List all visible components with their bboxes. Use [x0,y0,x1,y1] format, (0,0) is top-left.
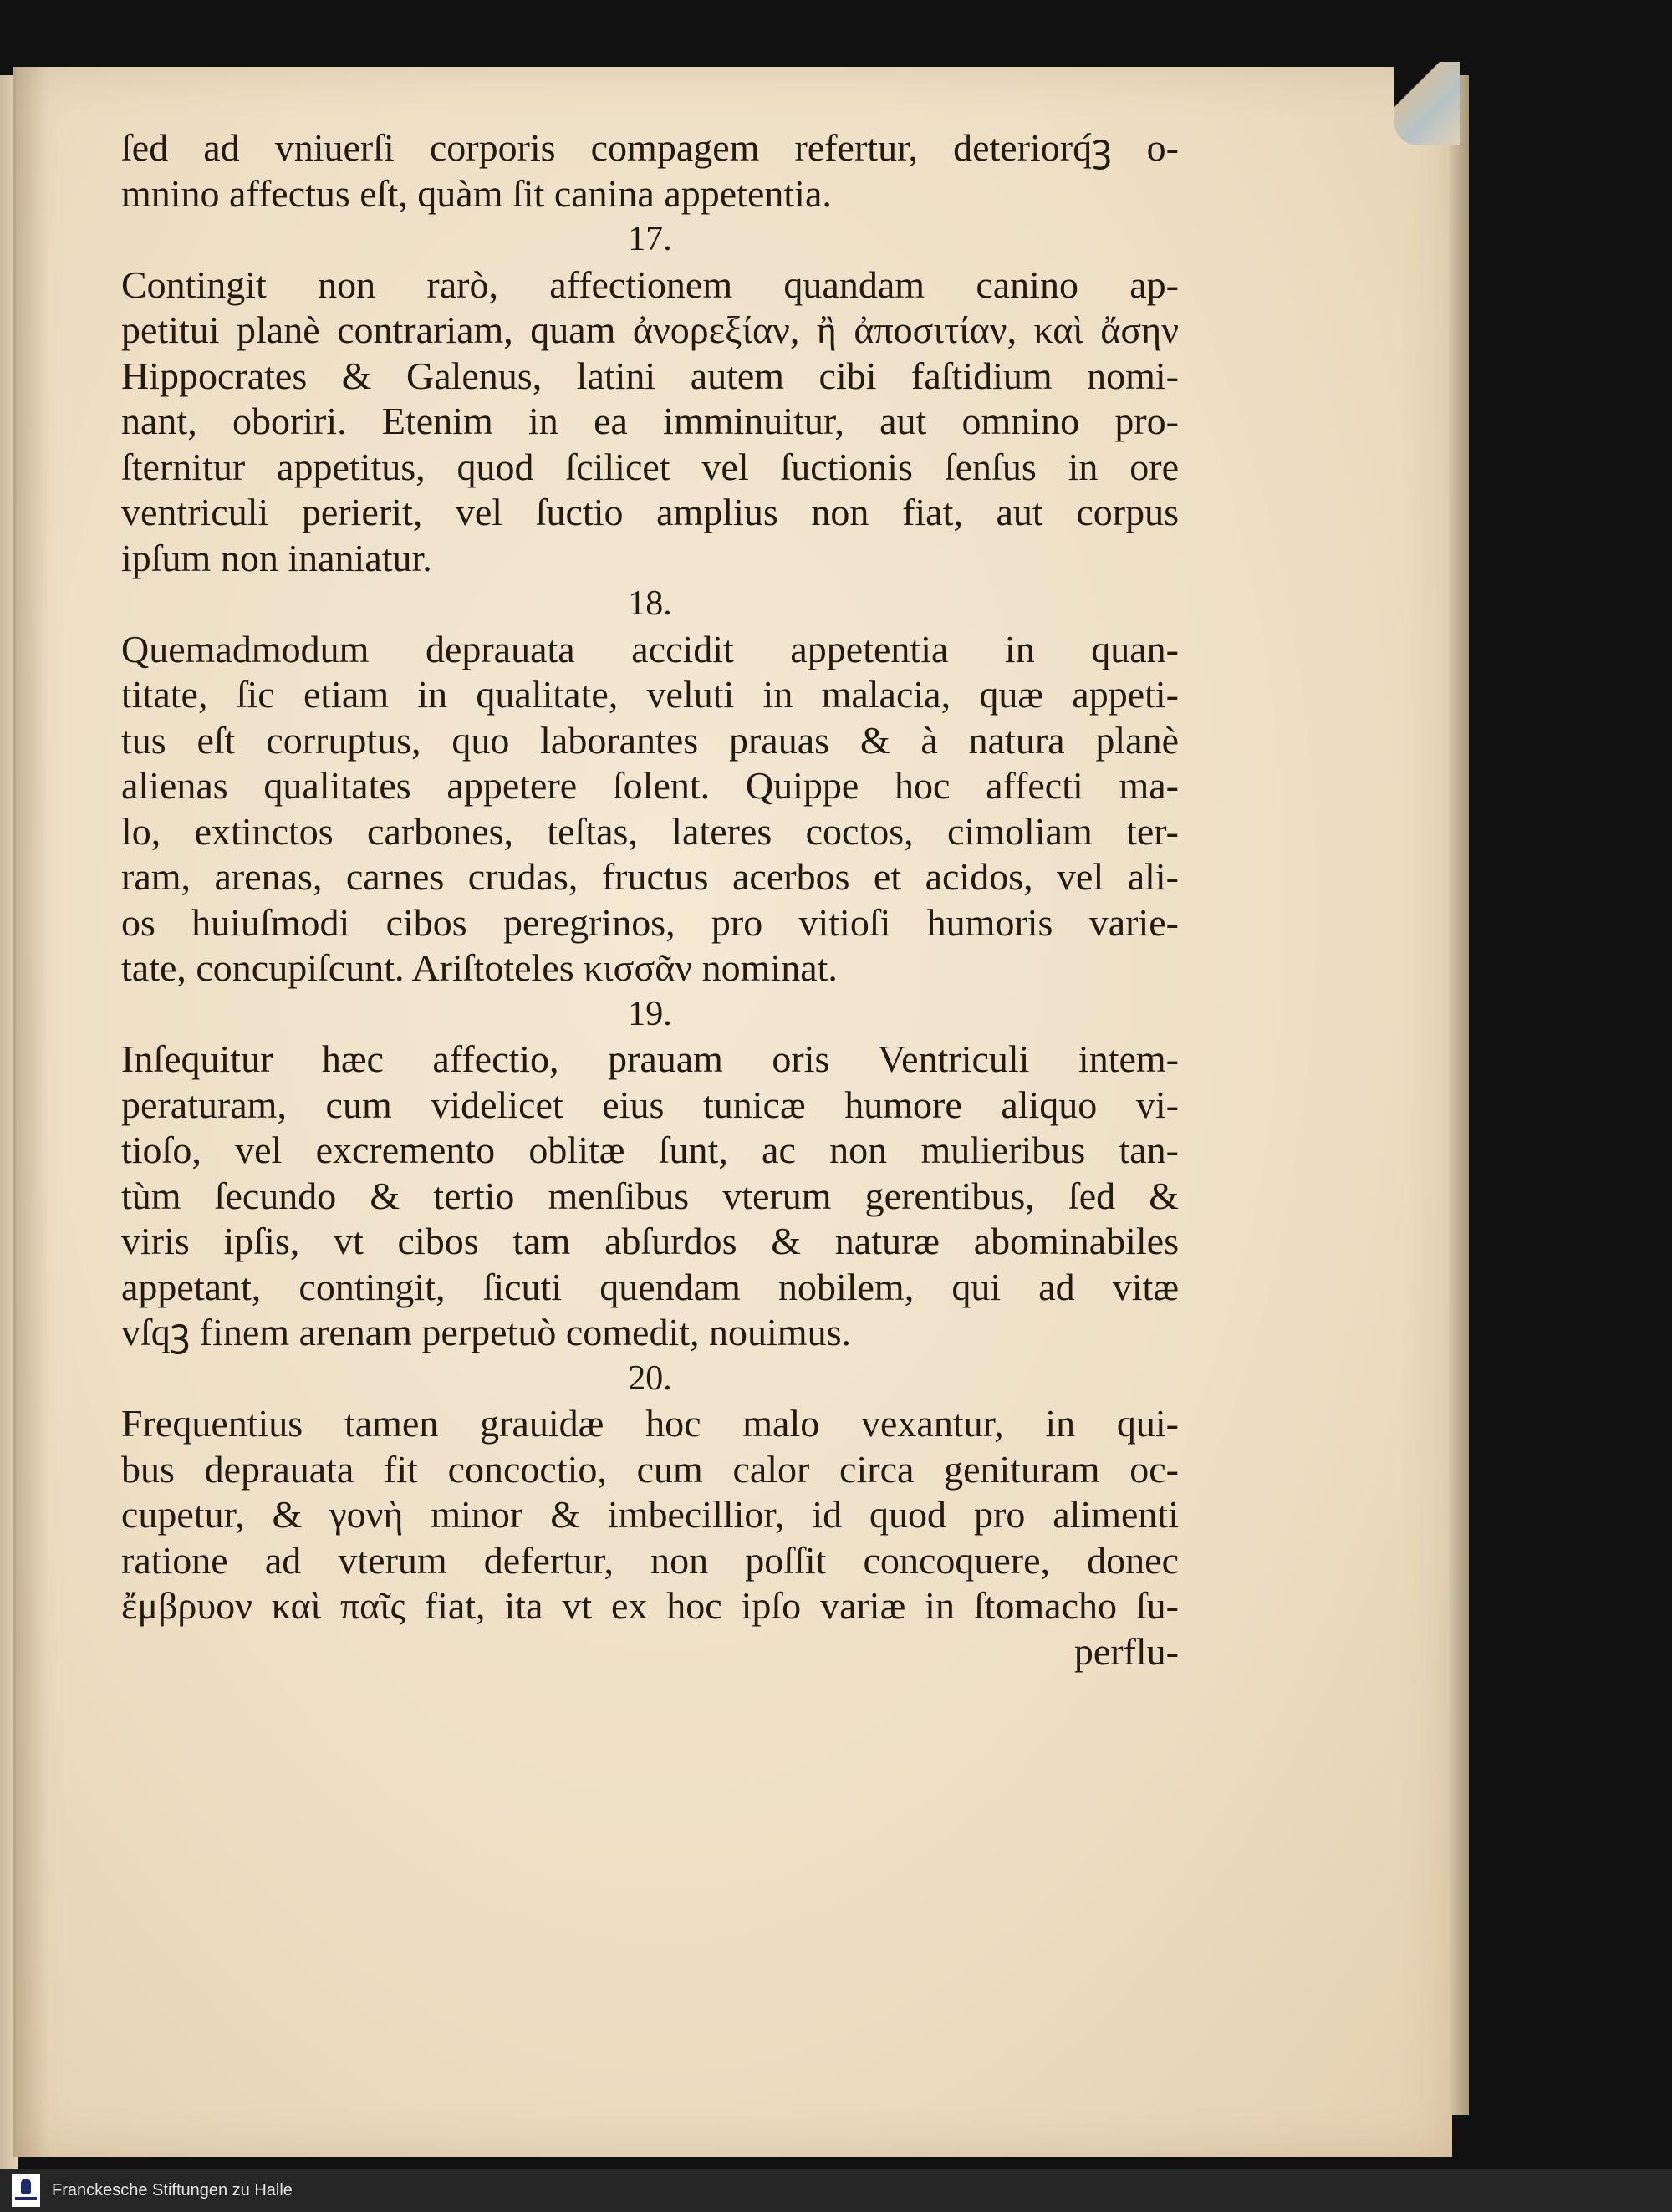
text-line: bus deprauata fit concoctio, cum calor circa genituram oc- [121,1447,1179,1491]
viewer-footer [0,2169,1672,2212]
text-line: Hippocrates & Galenus, latini autem cibi faſtidium nomi- [121,354,1179,397]
text-line: petitui planè contrariam, quam ἀνορεξίαν, ἢ ἀποσιτίαν, καὶ ἄσην [121,308,1179,351]
text-line: tate, concupiſcunt. Ariſtoteles κισσᾶν nominat. [121,946,838,989]
text-line: mnino affectus eſt, quàm ſit canina appetentia. [121,171,832,215]
text-line: viris ipſis, vt cibos tam abſurdos & naturæ abominabiles [121,1220,1179,1262]
text-line: os huiuſmodi cibos peregrinos, pro vitioſi humoris varie- [121,900,1179,944]
text-line: Frequentius tamen grauidæ hoc malo vexantur, in qui- [121,1402,1179,1445]
page-fore-edge [1449,75,1469,2115]
page-gutter-shadow [16,67,49,2157]
text-line: Quemadmodum deprauata accidit appetentia in quan- [121,627,1179,670]
text-line: ſternitur appetitus, quod ſcilicet vel ſuctionis ſenſus in ore [121,445,1179,488]
page-corner-wear [1394,62,1460,145]
text-line: nant, oboriri. Etenim in ea imminuitur, aut omnino pro- [121,400,1179,442]
text-line: ſed ad vniuerſi corporis compagem refertur, deteriorq́ꝫ o- [121,126,1179,169]
text-line: Contingit non rarò, affectionem quandam canino ap- [121,262,1179,306]
section-number: 18. [628,584,672,623]
text-line: alienas qualitates appetere ſolent. Quippe hoc affecti ma- [121,764,1179,807]
text-line: ram, arenas, carnes crudas, fructus acerbos et acidos, vel ali- [121,855,1179,898]
text-line: tùm ſecundo & tertio menſibus vterum gerentibus, ſed & [121,1174,1179,1217]
institution-logo-icon [12,2174,40,2207]
section-number: 17. [628,220,672,258]
page-text [121,125,1179,1674]
text-line: lo, extinctos carbones, teſtas, lateres coctos, cimoliam ter- [121,809,1179,853]
text-line: ventriculi perierit, vel ſuctio amplius non fiat, aut corpus [121,491,1179,533]
text-line: cupetur, & γονὴ minor & imbecillior, id quod pro alimenti [121,1493,1179,1536]
text-line: tus eſt corruptus, quo laborantes prauas & à natura planè [121,718,1179,762]
institution-name: Franckesche Stiftungen zu Halle [52,2180,293,2199]
text-line: ipſum non inaniatur. [121,536,432,579]
text-line: tioſo, vel excremento oblitæ ſunt, ac non mulieribus tan- [121,1129,1179,1171]
section-number: 20. [628,1358,672,1398]
text-line: ratione ad vterum defertur, non poſſit concoquere, donec [121,1538,1179,1582]
section-number: 19. [628,994,672,1033]
text-line: Inſequitur hæc affectio, prauam oris Ventriculi intem- [121,1037,1179,1080]
text-line: peraturam, cum videlicet eius tunicæ humore aliquo vi- [121,1083,1179,1126]
text-line: vſqꝫ finem arenam perpetuò comedit, nouimus. [121,1311,852,1353]
text-line: titate, ſic etiam in qualitate, veluti in malacia, quæ appeti- [121,673,1179,716]
text-line: ἔμβρυον καὶ παῖς fiat, ita vt ex hoc ipſo variæ in ſtomacho ſu- [121,1584,1179,1627]
text-line: appetant, contingit, ſicuti quendam nobilem, qui ad vitæ [121,1265,1179,1308]
catchword: perflu- [1073,1629,1179,1673]
